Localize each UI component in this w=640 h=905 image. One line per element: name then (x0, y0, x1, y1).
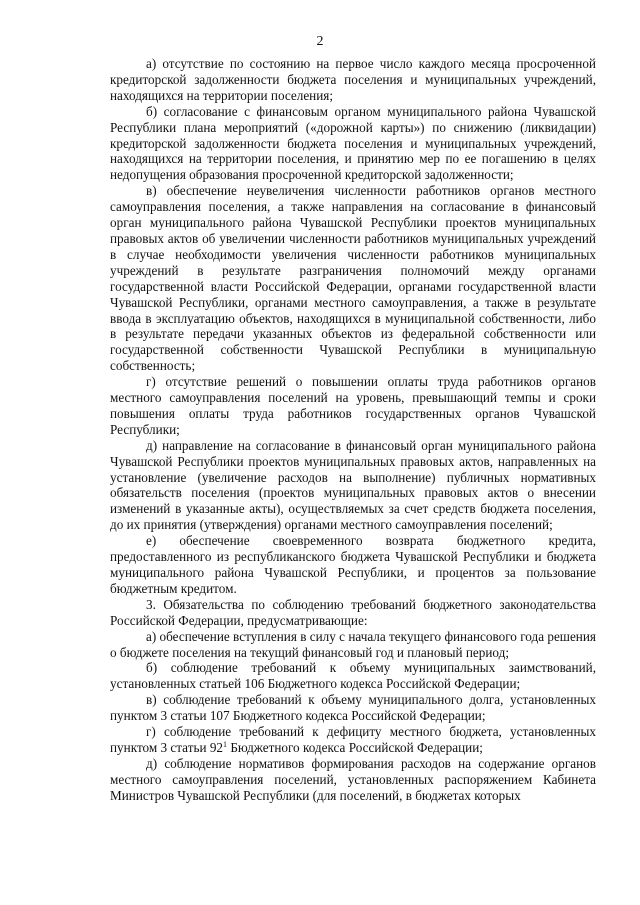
paragraph-3d: д) соблюдение нормативов формирования расходов на содержание органов местного самоуправления поселений, установленных распоряжением Кабинета Министров Чувашской Республики (для поселений, в бюджетах которых (110, 755, 596, 803)
paragraph-3g (110, 724, 596, 756)
page-number: 2 (316, 34, 324, 49)
paragraph-1v: в) обеспечение неувеличения численности работников органов местного самоуправления поселения, а также направления на согласование в финансовый орган муниципального района Чувашской Республики проектов муниципальных правовых актов об увеличении численности работников муниципальных учреждений в случае необходимости увеличения численности работников муниципальных учреждений в результате разграничения полномочий между органами государственной власти Российской Федерации, органами государственной власти Чувашской Республики, органами местного самоуправления, а также в результате ввода в эксплуатацию объектов, находящихся в муниципальной собственности, либо в результате передачи указанных объектов из федеральной собственности или государственной собственности Чувашской Республики в муниципальную собственность; (110, 183, 596, 374)
paragraph-3g-tail: Бюджетного кодекса Российской Федерации; (227, 739, 483, 755)
superscript-marker: 1 (223, 739, 228, 749)
paragraph-1e: е) обеспечение своевременного возврата бюджетного кредита, предоставленного из республиканского бюджета Чувашской Республики и бюджета муниципального района Чувашской Республики, и процентов за пользование бюджетным кредитом. (110, 533, 596, 596)
paragraph-3a: а) обеспечение вступления в силу с начала текущего финансового года решения о бюджете поселения на текущий финансовый год и плановый период; (110, 628, 596, 660)
paragraph-1d: д) направление на согласование в финансовый орган муниципального района Чувашской Республики проектов муниципальных правовых актов, направленных на установление (увеличение расходов на выполнение) публичных нормативных обязательств поселения (проектов муниципальных правовых актов о внесении изменений в указанные акты), осуществляемых за счет средств бюджета поселения, до их принятия (утверждения) органами местного самоуправления поселений; (110, 437, 596, 533)
paragraph-1g: г) отсутствие решений о повышении оплаты труда работников органов местного самоуправления поселений на уровень, превышающий темпы и сроки повышения оплаты труда работников государственных органов Чувашской Республики; (110, 374, 596, 437)
paragraph-1b: б) согласование с финансовым органом муниципального района Чувашской Республики плана мероприятий («дорожной карты») по снижению (ликвидации) кредиторской задолженности бюджета поселения и муниципальных учреждений, находящихся на территории поселения, и принятию мер по ее погашению в целях недопущения образования просроченной кредиторской задолженности; (110, 103, 596, 183)
paragraph-3v: в) соблюдение требований к объему муниципального долга, установленных пунктом 3 статьи 107 Бюджетного кодекса Российской Федерации; (110, 692, 596, 724)
paragraph-1a: а) отсутствие по состоянию на первое число каждого месяца просроченной кредиторской задолженности бюджета поселения и муниципальных учреждений, находящихся на территории поселения; (110, 56, 596, 103)
paragraph-3g-text: г) соблюдение требований к дефициту местного бюджета, установленных пунктом 3 статьи 92 (110, 724, 596, 755)
paragraph-3b: б) соблюдение требований к объему муниципальных заимствований, установленных статьей 106 Бюджетного кодекса Российской Федерации; (110, 660, 596, 692)
document-body (110, 56, 596, 804)
paragraph-section-3: 3. Обязательства по соблюдению требований бюджетного законодательства Российской Федерации, предусматривающие: (110, 596, 596, 628)
